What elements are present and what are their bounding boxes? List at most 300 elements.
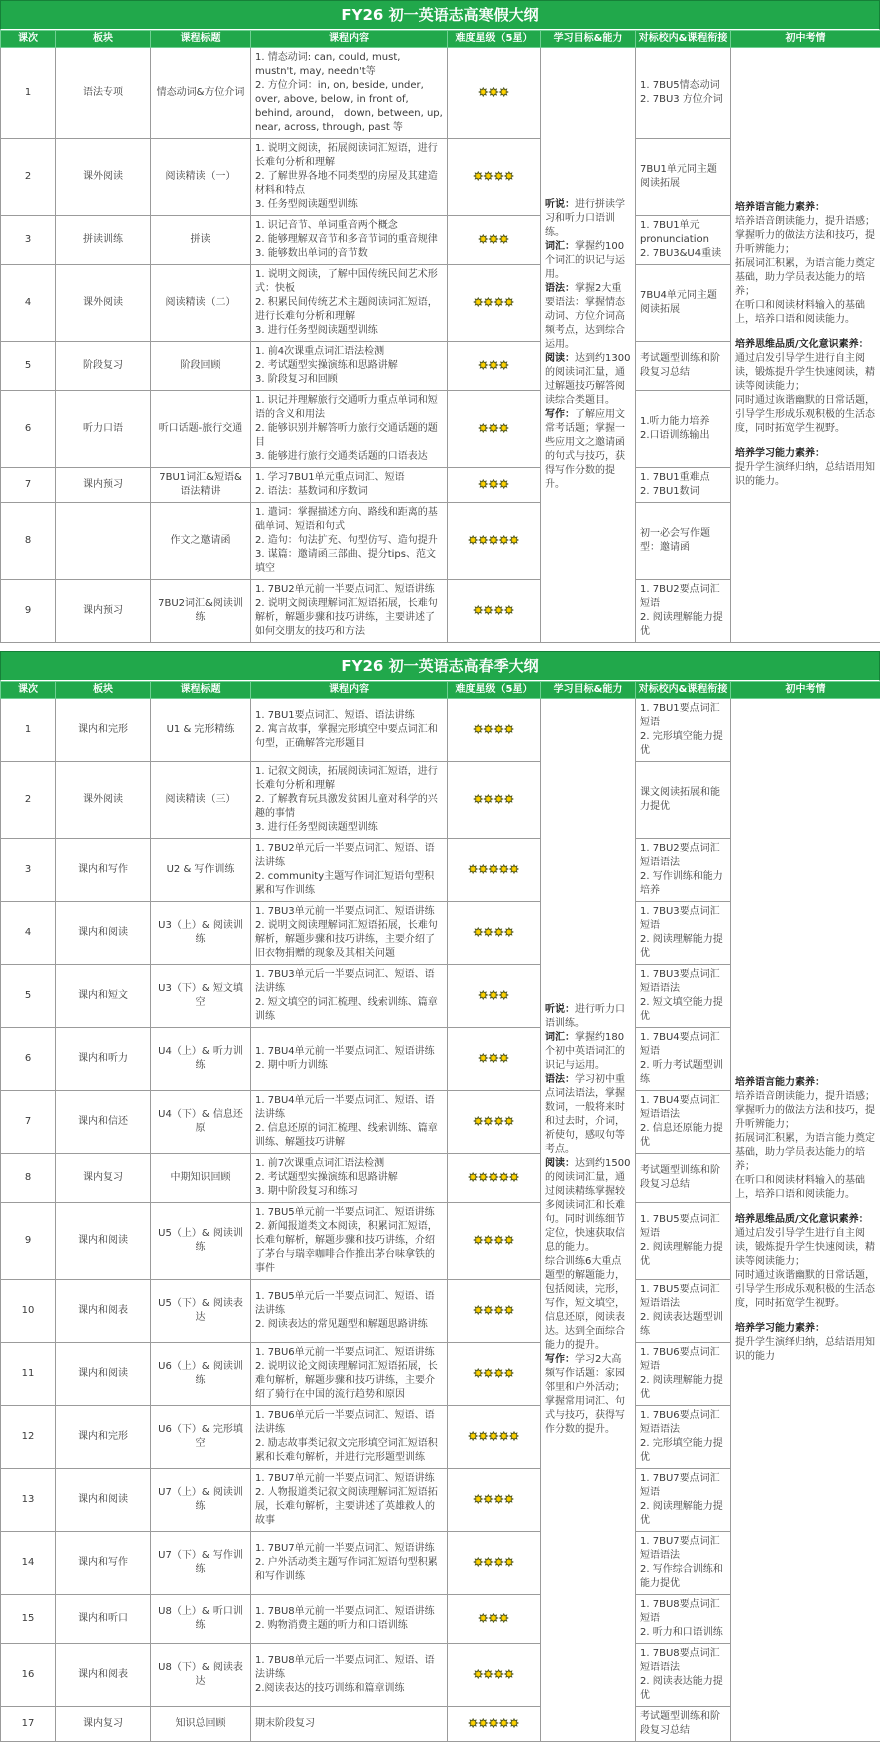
lesson-number-cell: 6: [1, 391, 56, 468]
text-line: 3. 谋篇：邀请函三部曲、提分tips、范文填空: [255, 548, 443, 576]
lesson-number-cell: 6: [1, 1028, 56, 1091]
col-header-exam-info: 初中考情: [731, 682, 880, 699]
star-icon: ✸: [489, 478, 499, 491]
module-cell: 课内和阅表: [56, 1644, 151, 1707]
star-icon: ✸: [509, 1430, 519, 1443]
text-line: 1. 7BU4要点词汇短语语法: [640, 1094, 726, 1122]
text-line: 2. 考试题型实操演练和思路讲解: [255, 359, 443, 373]
star-icon: ✸: [499, 989, 509, 1002]
star-rating: [468, 1173, 519, 1184]
text-line: 2. 能够理解双音节和多音节词的重音规律: [255, 233, 443, 247]
star-rating: [474, 1495, 515, 1506]
text-line: 同时通过诙谐幽默的日常话题，引导学生形成乐观积极的生活态度，同时拓宽学生视野。: [735, 394, 876, 436]
star-icon: ✸: [479, 1430, 489, 1443]
text-line: 1. 7BU5要点词汇短语: [640, 1213, 726, 1241]
goal-paragraph: 语法：学习初中重点词法语法，掌握数词，一般将来时和过去时，介词，祈使句，感叹句等考点。: [545, 1073, 631, 1157]
difficulty-cell: [448, 1469, 541, 1532]
module-cell: 课内和写作: [56, 839, 151, 902]
star-icon: ✸: [489, 1052, 499, 1065]
text-line: 1. 7BU3单元前一半要点词汇、短语讲练: [255, 905, 443, 919]
text-line: 掌握听力的做法方法和技巧，提升听辨能力；: [735, 229, 876, 257]
star-icon: ✸: [489, 1612, 499, 1625]
course-title-cell: 7BU1词汇&短语&语法精讲: [151, 468, 251, 503]
module-cell: 课内和完形: [56, 699, 151, 762]
text-line: 2. 完形填空能力提优: [640, 730, 726, 758]
text-line: 1. 记叙文阅读，拓展阅读词汇短语，进行长难句分析和理解: [255, 765, 443, 793]
course-title-cell: 阅读精读（一）: [151, 139, 251, 216]
goal-label: 写作：: [545, 1354, 575, 1365]
lesson-number-cell: 15: [1, 1595, 56, 1644]
course-content-cell: [251, 1091, 448, 1154]
benchmark-cell: [636, 1280, 731, 1343]
text-line: 1. 前4次课重点词汇语法检测: [255, 345, 443, 359]
text-line: 7BU1单元同主题阅读拓展: [640, 163, 726, 191]
course-title-cell: U3（上）& 阅读训练: [151, 902, 251, 965]
course-content-cell: [251, 762, 448, 839]
text-line: 1. 7BU8单元后一半要点词汇、短语、语法讲练: [255, 1654, 443, 1682]
benchmark-cell: [636, 1595, 731, 1644]
module-cell: [56, 503, 151, 580]
text-line: 2. 阅读表达题型训练: [640, 1311, 726, 1339]
star-icon: ✸: [489, 989, 499, 1002]
lesson-number-cell: 8: [1, 503, 56, 580]
course-title-cell: 中期知识回顾: [151, 1154, 251, 1203]
star-icon: ✸: [504, 793, 514, 806]
course-title-cell: U4（下）& 信息还原: [151, 1091, 251, 1154]
text-line: 1. 7BU8要点词汇短语: [640, 1598, 726, 1626]
difficulty-cell: [448, 1028, 541, 1091]
text-line: 1. 7BU4单元后一半要点词汇、短语、语法讲练: [255, 1094, 443, 1122]
difficulty-cell: [448, 1154, 541, 1203]
benchmark-cell: [636, 1028, 731, 1091]
course-content-cell: [251, 1406, 448, 1469]
star-icon: ✸: [484, 1556, 494, 1569]
difficulty-cell: [448, 265, 541, 342]
exam-heading: 培养语言能力素养：: [735, 202, 825, 213]
goal-paragraph: 听说：进行听力口语训练。: [545, 1003, 631, 1031]
text-line: 2. 新闻报道类文本阅读，积累词汇短语，长难句解析，解题步骤和技巧讲练，介绍了茅台与瑞幸咖啡合作推出茅台味拿铁的事件: [255, 1220, 443, 1276]
text-line: 1. 7BU4要点词汇短语: [640, 1031, 726, 1059]
text-line: 2. 寓言故事，掌握完形填空中要点词汇和句型，正确解答完形题目: [255, 723, 443, 751]
star-icon: ✸: [499, 1717, 509, 1730]
module-cell: 语法专项: [56, 48, 151, 139]
text-line: 2. 信息还原能力提优: [640, 1122, 726, 1150]
benchmark-cell: [636, 391, 731, 468]
course-title-cell: U7（下）& 写作训练: [151, 1532, 251, 1595]
col-header-goals: 学习目标&能力: [541, 682, 636, 699]
exam-heading: 培养思维品质/文化意识素养：: [735, 1214, 869, 1225]
course-title-cell: 作文之邀请函: [151, 503, 251, 580]
star-icon: ✸: [509, 534, 519, 547]
course-title-cell: U5（下）& 阅读表达: [151, 1280, 251, 1343]
course-title-cell: U1 & 完形精练: [151, 699, 251, 762]
text-line: 1. 7BU7单元前一半要点词汇、短语讲练: [255, 1472, 443, 1486]
module-cell: 课内和写作: [56, 1532, 151, 1595]
course-content-cell: [251, 1707, 448, 1742]
course-title-cell: 7BU2词汇&阅读训练: [151, 580, 251, 643]
text-line: 2. 了解教育玩具激发贫困儿童对科学的兴趣的事情: [255, 793, 443, 821]
star-icon: ✸: [479, 1052, 489, 1065]
star-icon: ✸: [494, 1115, 504, 1128]
benchmark-cell: [636, 1343, 731, 1406]
lesson-number-cell: 2: [1, 762, 56, 839]
course-content-cell: [251, 139, 448, 216]
star-icon: ✸: [474, 1668, 484, 1681]
course-title-cell: U2 & 写作训练: [151, 839, 251, 902]
text-line: 1. 情态动词: can, could, must, mustn't, may, needn't等: [255, 51, 443, 79]
goal-label: 词汇：: [545, 241, 575, 252]
star-icon: ✸: [474, 1304, 484, 1317]
text-line: 3. 任务型阅读题型训练: [255, 198, 443, 212]
goal-label: 词汇：: [545, 1032, 575, 1043]
star-rating: [479, 991, 510, 1002]
benchmark-cell: [636, 580, 731, 643]
star-icon: ✸: [474, 1556, 484, 1569]
text-line: 2. 短文填空能力提优: [640, 996, 726, 1024]
star-icon: ✸: [494, 1668, 504, 1681]
star-icon: ✸: [504, 296, 514, 309]
difficulty-cell: [448, 1091, 541, 1154]
col-header-course-title: 课程标题: [151, 682, 251, 699]
course-row: [1, 699, 880, 762]
difficulty-cell: [448, 1343, 541, 1406]
course-content-cell: [251, 468, 448, 503]
star-icon: ✸: [504, 170, 514, 183]
module-cell: 阶段复习: [56, 342, 151, 391]
course-title-cell: 拼读: [151, 216, 251, 265]
text-line: 2. 7BU3&U4重读: [640, 247, 726, 261]
star-icon: ✸: [479, 1171, 489, 1184]
text-line: 1. 7BU1单元 pronunciation: [640, 219, 726, 247]
text-line: 3. 进行任务型阅读题型训练: [255, 324, 443, 338]
star-icon: ✸: [474, 793, 484, 806]
course-content-cell: [251, 839, 448, 902]
goal-paragraph: 词汇：掌握约100个词汇的识记与运用。: [545, 240, 631, 282]
star-icon: ✸: [499, 478, 509, 491]
course-content-cell: [251, 580, 448, 643]
star-rating: [479, 424, 510, 435]
text-line: 1. 7BU6要点词汇短语语法: [640, 1409, 726, 1437]
star-icon: ✸: [504, 1115, 514, 1128]
star-icon: ✸: [484, 170, 494, 183]
difficulty-cell: [448, 1280, 541, 1343]
star-rating: [479, 235, 510, 246]
star-icon: ✸: [489, 86, 499, 99]
star-icon: ✸: [504, 1234, 514, 1247]
goal-paragraph: 词汇：掌握约180个初中英语词汇的识记与运用。: [545, 1031, 631, 1073]
benchmark-cell: [636, 762, 731, 839]
text-line: 1. 7BU3单元后一半要点词汇、短语、语法讲练: [255, 968, 443, 996]
benchmark-cell: [636, 342, 731, 391]
benchmark-cell: [636, 216, 731, 265]
winter-table-title: FY26 初一英语志高寒假大纲: [0, 0, 880, 30]
star-rating: [474, 606, 515, 617]
text-line: 1. 7BU7要点词汇短语语法: [640, 1535, 726, 1563]
difficulty-cell: [448, 391, 541, 468]
exam-block: [735, 338, 876, 436]
spring-header-row: [1, 682, 880, 699]
star-icon: ✸: [489, 359, 499, 372]
module-cell: 课内和短文: [56, 965, 151, 1028]
text-line: 考试题型训练和阶段复习总结: [640, 1164, 726, 1192]
exam-heading: 培养语言能力素养：: [735, 1077, 825, 1088]
star-rating: [474, 795, 515, 806]
benchmark-cell: [636, 1644, 731, 1707]
lesson-number-cell: 1: [1, 699, 56, 762]
star-icon: ✸: [494, 723, 504, 736]
star-icon: ✸: [504, 926, 514, 939]
module-cell: 课外阅读: [56, 762, 151, 839]
lesson-number-cell: 17: [1, 1707, 56, 1742]
benchmark-cell: [636, 1091, 731, 1154]
text-line: 在听口和阅读材料输入的基础上，培养口语和阅读能力。: [735, 1174, 876, 1202]
text-line: 2. 听力和口语训练: [640, 1626, 726, 1640]
text-line: 1. 说明文阅读，拓展阅读词汇短语，进行长难句分析和理解: [255, 142, 443, 170]
star-icon: ✸: [474, 296, 484, 309]
text-line: 1. 7BU2要点词汇短语语法: [640, 842, 726, 870]
star-icon: ✸: [484, 1493, 494, 1506]
star-rating: [474, 1236, 515, 1247]
star-icon: ✸: [468, 534, 478, 547]
star-icon: ✸: [479, 478, 489, 491]
benchmark-cell: [636, 139, 731, 216]
col-header-lesson: 课次: [1, 31, 56, 48]
goal-label: 写作：: [545, 409, 575, 420]
benchmark-cell: [636, 468, 731, 503]
difficulty-cell: [448, 1532, 541, 1595]
star-icon: ✸: [474, 1493, 484, 1506]
text-line: 1. 7BU6单元后一半要点词汇、短语、语法讲练: [255, 1409, 443, 1437]
goal-paragraph: 语法：掌握2大重要语法：掌握情态动词、方位介词高频考点，达到综合运用。: [545, 282, 631, 352]
course-content-cell: [251, 342, 448, 391]
text-line: 2. 短文填空的词汇梳理、线索训练、篇章训练: [255, 996, 443, 1024]
star-icon: ✸: [494, 793, 504, 806]
star-icon: ✸: [504, 1367, 514, 1380]
lesson-number-cell: 4: [1, 265, 56, 342]
text-line: 1. 遣词：掌握描述方向、路线和距离的基础单词、短语和句式: [255, 506, 443, 534]
star-icon: ✸: [504, 1556, 514, 1569]
module-cell: 课内和阅表: [56, 1280, 151, 1343]
course-content-cell: [251, 265, 448, 342]
difficulty-cell: [448, 1644, 541, 1707]
module-cell: 课内和听力: [56, 1028, 151, 1091]
star-icon: ✸: [499, 1612, 509, 1625]
course-content-cell: [251, 1595, 448, 1644]
star-icon: ✸: [484, 723, 494, 736]
benchmark-cell: [636, 699, 731, 762]
text-line: 期末阶段复习: [255, 1717, 443, 1731]
course-content-cell: [251, 216, 448, 265]
lesson-number-cell: 11: [1, 1343, 56, 1406]
star-icon: ✸: [484, 1304, 494, 1317]
text-line: 2.口语训练输出: [640, 429, 726, 443]
star-icon: ✸: [494, 1234, 504, 1247]
text-line: 拓展词汇积累，为语言能力奠定基础，助力学员表达能力的培养；: [735, 257, 876, 299]
lesson-number-cell: 14: [1, 1532, 56, 1595]
learning-goals-cell: [541, 699, 636, 1742]
star-rating: [468, 865, 519, 876]
text-line: 2. 听力考试题型训练: [640, 1059, 726, 1087]
star-icon: ✸: [494, 926, 504, 939]
star-icon: ✸: [499, 1052, 509, 1065]
star-rating: [479, 1614, 510, 1625]
star-icon: ✸: [494, 1556, 504, 1569]
star-icon: ✸: [484, 604, 494, 617]
text-line: 1. 7BU5要点词汇短语语法: [640, 1283, 726, 1311]
difficulty-cell: [448, 503, 541, 580]
star-icon: ✸: [474, 1367, 484, 1380]
star-icon: ✸: [474, 723, 484, 736]
text-line: 2. 阅读表达的常见题型和解题思路讲练: [255, 1318, 443, 1332]
module-cell: 课内预习: [56, 468, 151, 503]
course-title-cell: U4（上）& 听力训练: [151, 1028, 251, 1091]
winter-header-row: [1, 31, 880, 48]
goal-paragraph: 阅读：达到约1300的阅读词汇量，通过解题技巧解答阅读综合类题目。: [545, 352, 631, 408]
lesson-number-cell: 3: [1, 839, 56, 902]
exam-block: [735, 1322, 876, 1364]
winter-outline-table: [0, 30, 880, 643]
col-header-benchmark: 对标校内&课程衔接: [636, 31, 731, 48]
difficulty-cell: [448, 699, 541, 762]
star-icon: ✸: [484, 296, 494, 309]
star-icon: ✸: [489, 233, 499, 246]
text-line: 1. 7BU6单元前一半要点词汇、短语讲练: [255, 1346, 443, 1360]
star-icon: ✸: [479, 1717, 489, 1730]
star-icon: ✸: [499, 233, 509, 246]
lesson-number-cell: 3: [1, 216, 56, 265]
exam-heading: 培养学习能力素养：: [735, 448, 825, 459]
text-line: 1. 前7次课重点词汇语法检测: [255, 1157, 443, 1171]
text-line: 2. 写作综合训练和能力提优: [640, 1563, 726, 1591]
text-line: 1. 7BU7单元前一半要点词汇、短语讲练: [255, 1542, 443, 1556]
module-cell: 课内复习: [56, 1707, 151, 1742]
text-line: 1. 7BU5单元前一半要点词汇、短语讲练: [255, 1206, 443, 1220]
text-line: 1. 7BU3要点词汇短语语法: [640, 968, 726, 996]
star-icon: ✸: [479, 422, 489, 435]
text-line: 考试题型训练和阶段复习总结: [640, 1710, 726, 1738]
star-icon: ✸: [504, 1668, 514, 1681]
text-line: 2.阅读表达的技巧训练和篇章训练: [255, 1682, 443, 1696]
lesson-number-cell: 5: [1, 965, 56, 1028]
course-title-cell: 阅读精读（三）: [151, 762, 251, 839]
text-line: 1. 7BU4单元前一半要点词汇、短语讲练: [255, 1045, 443, 1059]
text-line: 1.听力能力培养: [640, 415, 726, 429]
star-icon: ✸: [484, 926, 494, 939]
course-content-cell: [251, 503, 448, 580]
difficulty-cell: [448, 1406, 541, 1469]
star-icon: ✸: [479, 359, 489, 372]
star-icon: ✸: [499, 534, 509, 547]
star-icon: ✸: [499, 422, 509, 435]
text-line: 1. 识记音节、单词重音两个概念: [255, 219, 443, 233]
star-icon: ✸: [468, 1430, 478, 1443]
course-content-cell: [251, 1203, 448, 1280]
exam-block: [735, 1213, 876, 1311]
benchmark-cell: [636, 1532, 731, 1595]
star-icon: ✸: [479, 233, 489, 246]
star-icon: ✸: [504, 723, 514, 736]
text-line: 1. 7BU8要点词汇短语语法: [640, 1647, 726, 1675]
module-cell: 课外阅读: [56, 265, 151, 342]
star-rating: [474, 1369, 515, 1380]
goal-paragraph: 写作：学习2大高频写作话题：家园邻里和户外活动；掌握常用词汇、句式与技巧，获得写作分数的提升。: [545, 1353, 631, 1437]
star-icon: ✸: [504, 1493, 514, 1506]
difficulty-cell: [448, 342, 541, 391]
text-line: 1. 学习7BU1单元重点词汇、短语: [255, 471, 443, 485]
course-content-cell: [251, 1028, 448, 1091]
module-cell: 拼读训练: [56, 216, 151, 265]
difficulty-cell: [448, 468, 541, 503]
goal-paragraph: 写作：了解应用文常考话题；掌握一些应用文之邀请函的句式与技巧，获得写作分数的提升。: [545, 408, 631, 492]
star-icon: ✸: [504, 1304, 514, 1317]
star-icon: ✸: [494, 604, 504, 617]
benchmark-cell: [636, 1406, 731, 1469]
text-line: 3. 期中阶段复习和练习: [255, 1185, 443, 1199]
star-icon: ✸: [479, 989, 489, 1002]
difficulty-cell: [448, 1707, 541, 1742]
benchmark-cell: [636, 1203, 731, 1280]
text-line: 2. 写作训练和能力培养: [640, 870, 726, 898]
text-line: 2. community主题写作词汇短语句型积累和写作训练: [255, 870, 443, 898]
text-line: 2. 期中听力训练: [255, 1059, 443, 1073]
star-icon: ✸: [499, 86, 509, 99]
goal-label: 阅读：: [545, 1158, 575, 1169]
text-line: 课文阅读拓展和能力提优: [640, 786, 726, 814]
course-title-cell: U6（上）& 阅读训练: [151, 1343, 251, 1406]
text-line: 初一必会写作题型：邀请函: [640, 527, 726, 555]
difficulty-cell: [448, 580, 541, 643]
text-line: 2. 阅读理解能力提优: [640, 1500, 726, 1528]
lesson-number-cell: 1: [1, 48, 56, 139]
star-rating: [474, 1670, 515, 1681]
star-icon: ✸: [484, 1234, 494, 1247]
module-cell: 课内复习: [56, 1154, 151, 1203]
text-line: 同时通过诙谐幽默的日常话题，引导学生形成乐观积极的生活态度，同时拓宽学生视野。: [735, 1269, 876, 1311]
lesson-number-cell: 13: [1, 1469, 56, 1532]
exam-block: [735, 1076, 876, 1202]
difficulty-cell: [448, 139, 541, 216]
module-cell: 课内预习: [56, 580, 151, 643]
module-cell: 课内和阅读: [56, 1343, 151, 1406]
text-line: 1. 7BU1重难点: [640, 471, 726, 485]
module-cell: 课外阅读: [56, 139, 151, 216]
difficulty-cell: [448, 839, 541, 902]
lesson-number-cell: 16: [1, 1644, 56, 1707]
text-line: 1. 7BU1要点词汇短语: [640, 702, 726, 730]
course-title-cell: U8（上）& 听口训练: [151, 1595, 251, 1644]
col-header-content: 课程内容: [251, 31, 448, 48]
star-rating: [474, 172, 515, 183]
text-line: 3. 能够数出单词的音节数: [255, 247, 443, 261]
exam-heading: 培养学习能力素养：: [735, 1323, 825, 1334]
course-title-cell: U7（上）& 阅读训练: [151, 1469, 251, 1532]
star-icon: ✸: [489, 1171, 499, 1184]
star-icon: ✸: [494, 1304, 504, 1317]
goal-label: 听说：: [545, 1004, 575, 1015]
exam-block: [735, 201, 876, 327]
spring-outline-table: [0, 681, 880, 1742]
star-icon: ✸: [484, 1367, 494, 1380]
goal-paragraph: 综合训练6大重点题型的解题能力，包括阅读，完形，写作，短文填空，信息还原，阅读表达。达到全面综合能力的提升。: [545, 1255, 631, 1353]
col-header-exam-info: 初中考情: [731, 31, 880, 48]
star-icon: ✸: [494, 1367, 504, 1380]
col-header-difficulty: 难度星级（5星）: [448, 682, 541, 699]
benchmark-cell: [636, 1154, 731, 1203]
star-icon: ✸: [474, 604, 484, 617]
text-line: 1. 7BU5单元后一半要点词汇、短语、语法讲练: [255, 1290, 443, 1318]
benchmark-cell: [636, 48, 731, 139]
star-icon: ✸: [504, 604, 514, 617]
